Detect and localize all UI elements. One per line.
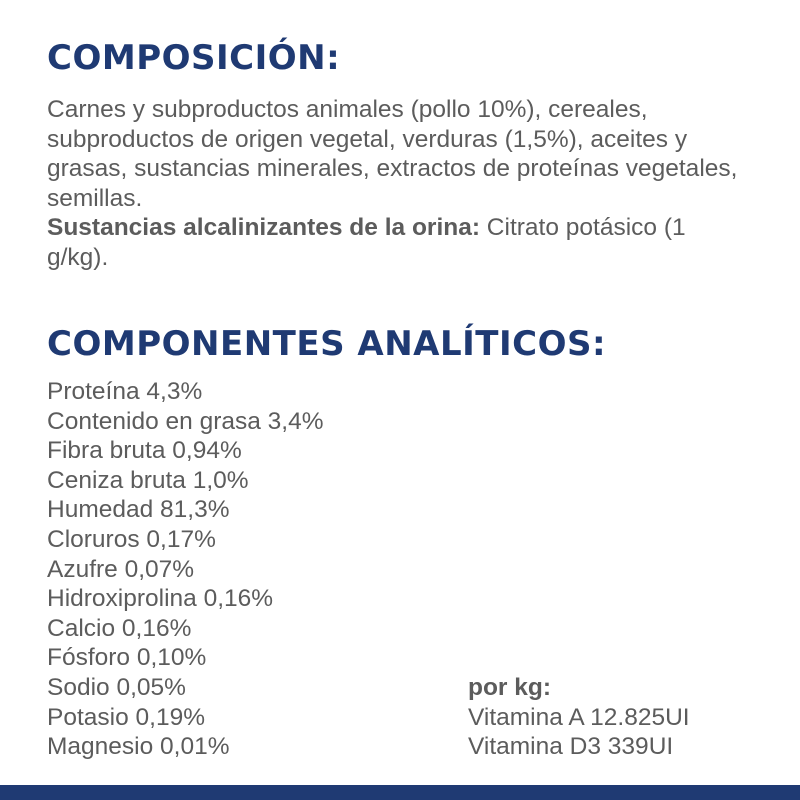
analytic-components-list [47,377,324,762]
analytic-item-magnesium: Magnesio 0,01% [47,733,230,761]
analytic-item-protein: Proteína 4,3% [47,378,203,405]
analytic-item-moisture: Humedad 81,3% [47,496,230,524]
analytic-item-fiber: Fibra bruta 0,94% [47,437,242,465]
composition-text [47,95,747,272]
vitamins-title: por kg: [468,674,552,701]
analytic-item-potassium: Potasio 0,19% [47,703,205,731]
footer-bar [0,785,800,800]
vitamin-a-item: Vitamina A 12.825UI [468,703,690,731]
analytic-components-heading: COMPONENTES ANALÍTICOS: [47,324,607,364]
analytic-item-hydroxyproline: Hidroxiprolina 0,16% [47,585,274,613]
analytic-item-ash: Ceniza bruta 1,0% [47,466,249,494]
alkalizing-label: Sustancias alcalinizantes de la orina: [47,214,480,241]
vitamin-d3-item: Vitamina D3 339UI [468,733,674,761]
analytic-item-sodium: Sodio 0,05% [47,673,186,701]
alkalizing-value: Citrato potásico (1 g/kg). [47,214,686,271]
analytic-item-chlorides: Cloruros 0,17% [47,525,216,553]
analytic-item-calcium: Calcio 0,16% [47,614,192,642]
vitamins-list [468,673,690,762]
composition-heading: COMPOSICIÓN: [47,38,341,78]
analytic-item-phosphorus: Fósforo 0,10% [47,644,207,672]
analytic-item-sulfur: Azufre 0,07% [47,555,195,583]
analytic-item-fat: Contenido en grasa 3,4% [47,407,324,435]
ingredients-text: Carnes y subproductos animales (pollo 10%), cereales, subproductos de origen vegetal, verduras (1,5%), aceites y grasas, sustancias minerales, extractos de proteínas vegetales, semillas. [47,96,738,212]
